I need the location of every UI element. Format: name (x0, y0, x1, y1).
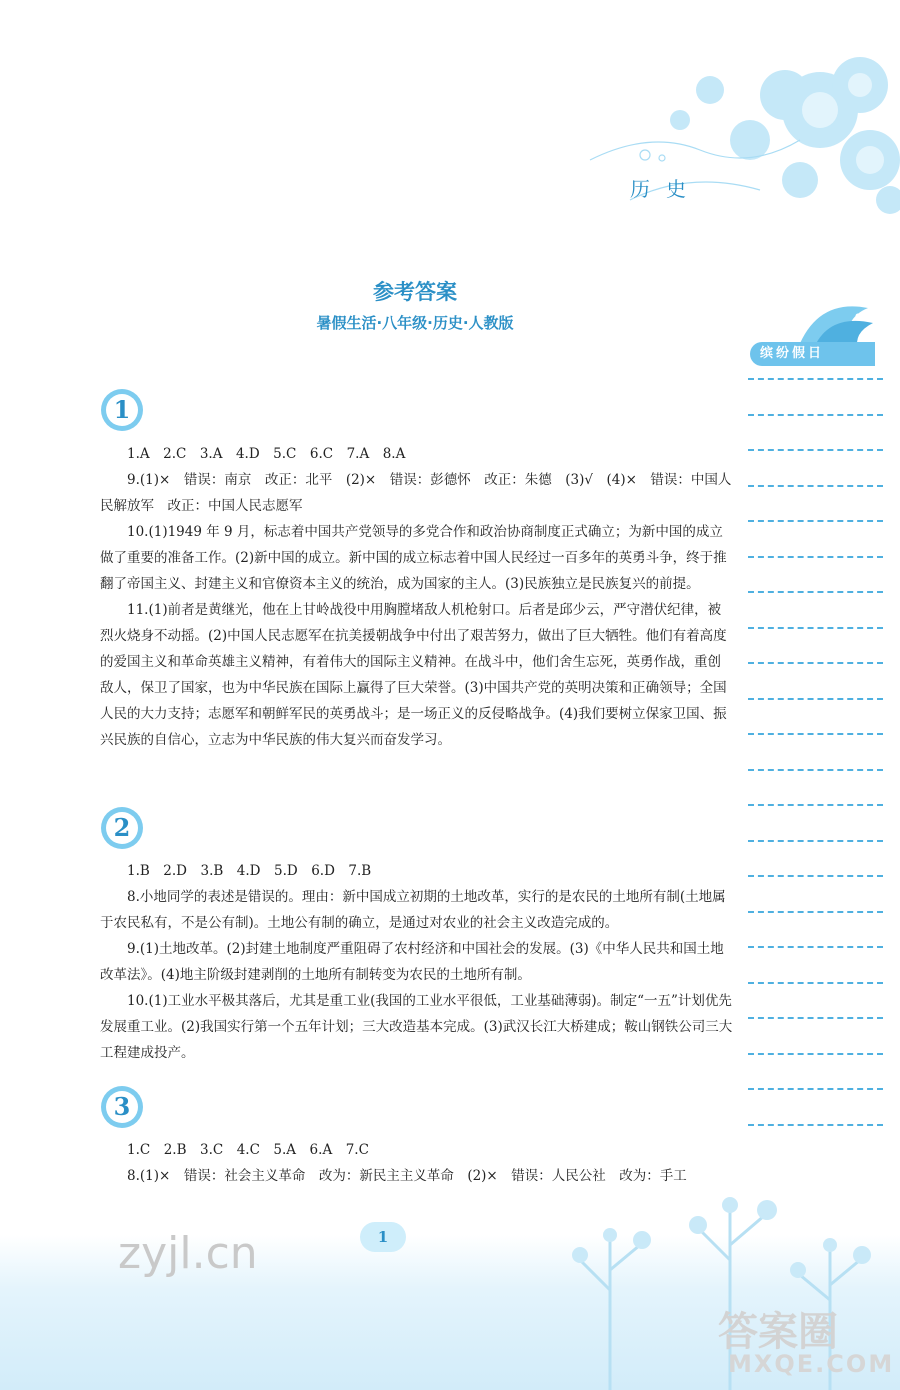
flower-decoration (570, 40, 900, 240)
answer-line: 9.(1)× 错误：南京 改正：北平 (2)× 错误：彭德怀 改正：朱德 (3)√ (4)× 错误：中国人民解放军 改正：中国人民志愿军 (100, 472, 732, 514)
section-1-badge (100, 388, 144, 432)
section-2-content (100, 858, 734, 1066)
answer-line: 11.(1)前者是黄继光，他在上甘岭战役中用胸膛堵敌人机枪射口。后者是邱少云，严守潜伏纪律，被烈火烧身不动摇。(2)中国人民志愿军在抗美援朝战争中付出了艰苦努力，做出了巨大牺牲。他们有着高度的爱国主义和革命英雄主义精神，有着伟大的国际主义精神。在战斗中，他们舍生忘死，英勇作战，重创敌人，保卫了国家，也为中华民族在国际上赢得了巨大荣誉。(3)中国共产党的英明决策和正确领导；全国人民的大力支持；志愿军和朝鲜军民的英勇战斗；是一场正义的反侵略战争。(4)我们要树立保家卫国、振兴民族的自信心，立志为中华民族的伟大复兴而奋发学习。 (100, 602, 727, 748)
answer-line: 1.C 2.B 3.C 4.C 5.A 6.A 7.C (127, 1142, 369, 1158)
page-subtitle: 暑假生活·八年级·历史·人教版 (316, 314, 514, 332)
answer-line: 10.(1)工业水平极其落后，尤其是重工业(我国的工业水平很低，工业基础薄弱)。制定“一五”计划优先发展重工业。(2)我国实行第一个五年计划；三大改造基本完成。(3)武汉长江大桥建成；鞍山钢铁公司三大工程建成投产。 (100, 993, 733, 1061)
page-title: 参考答案 (373, 280, 457, 304)
section-2-badge (100, 806, 144, 850)
watermark-right: 答案圈 (718, 1309, 838, 1355)
section-number: 2 (113, 813, 131, 842)
margin-note-lines (748, 378, 883, 1159)
answer-line: 10.(1)1949 年 9 月，标志着中国共产党领导的多党合作和政治协商制度正式确立；为新中国的成立做了重要的准备工作。(2)新中国的成立。新中国的成立标志着中国人民经过一百多年的英勇斗争，终于推翻了帝国主义、封建主义和官僚资本主义的统治，成为国家的主人。(3)民族独立是民族复兴的前提。 (100, 524, 727, 592)
answer-line: 8.(1)× 错误：社会主义革命 改为：新民主主义革命 (2)× 错误：人民公社 改为：手工 (127, 1168, 687, 1184)
section-3-badge (100, 1085, 144, 1129)
section-number: 3 (113, 1092, 131, 1121)
page-number: 1 (360, 1222, 406, 1252)
section-number: 1 (113, 395, 131, 424)
answer-line: 1.A 2.C 3.A 4.D 5.C 6.C 7.A 8.A (127, 446, 406, 462)
answer-line: 9.(1)土地改革。(2)封建土地制度严重阻碍了农村经济和中国社会的发展。(3)《中华人民共和国土地改革法》。(4)地主阶级封建剥削的土地所有制转变为农民的土地所有制。 (100, 941, 724, 983)
answer-line: 8.小地同学的表述是错误的。理由：新中国成立初期的土地改革，实行的是农民的土地所有制(土地属于农民私有，不是公有制)。土地公有制的确立，是通过对农业的社会主义改造完成的。 (100, 889, 726, 931)
side-tag: 缤纷假日 (750, 342, 875, 366)
section-1-content (100, 441, 734, 753)
watermark-right-url: MXQE.COM (728, 1350, 895, 1378)
subject-label: 历史 (630, 177, 702, 201)
answer-line: 1.B 2.D 3.B 4.D 5.D 6.D 7.B (127, 863, 372, 879)
watermark-left: zyjl.cn (118, 1228, 258, 1279)
